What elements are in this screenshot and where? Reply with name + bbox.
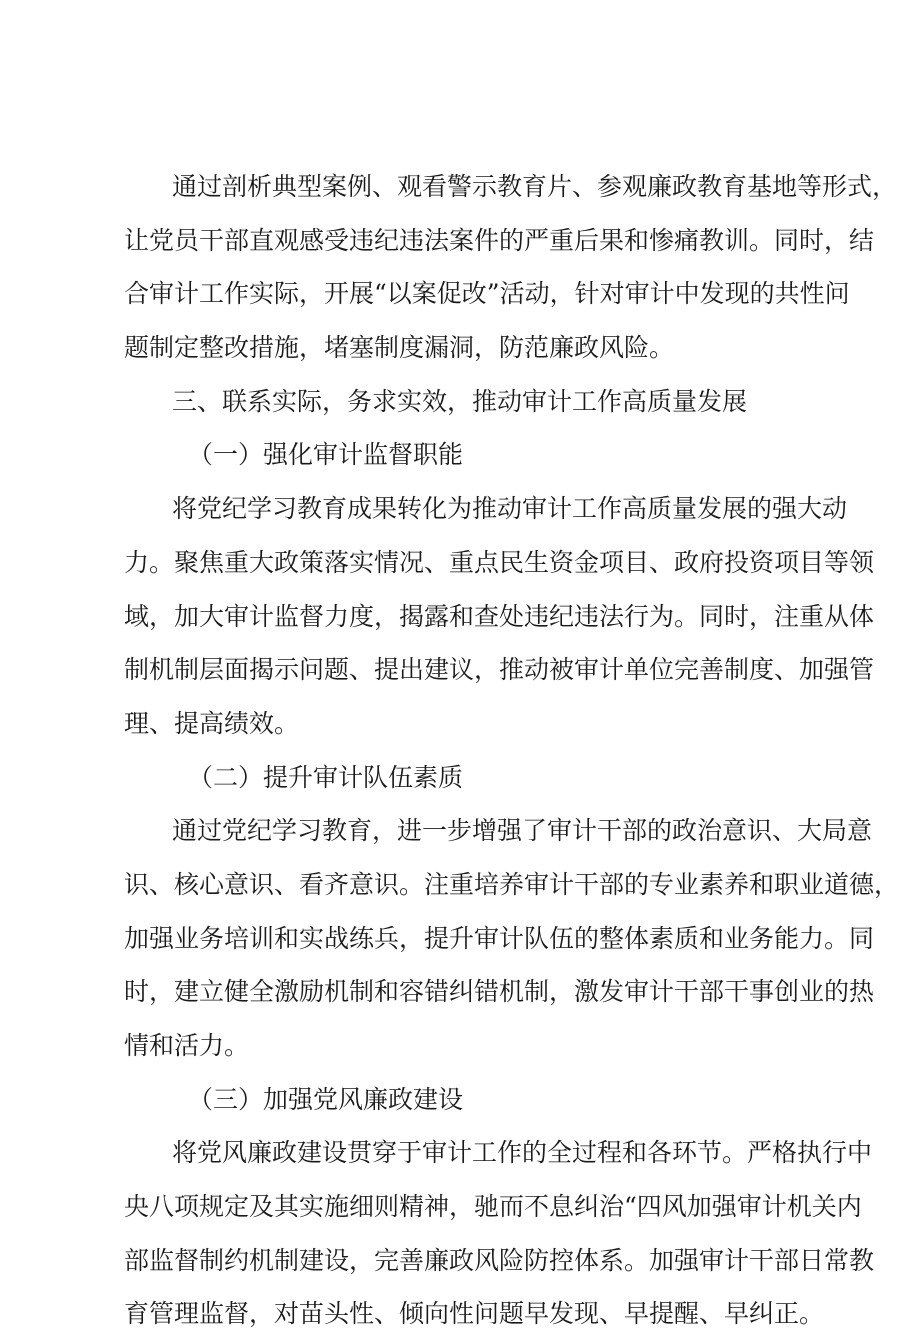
text-line: 将党纪学习教育成果转化为推动审计工作高质量发展的强大动 [172, 494, 848, 524]
text-line: 识、核心意识、看齐意识。注重培养审计干部的专业素养和职业道德， [124, 869, 900, 899]
subsection-heading-1: （一）强化审计监督职能 [188, 440, 464, 470]
subsection-heading-2: （二）提升审计队伍素质 [188, 762, 464, 792]
paragraph-case-education [124, 160, 898, 375]
text-line: 通过党纪学习教育，进一步增强了审计干部的政治意识、大局意 [172, 816, 873, 846]
text-line: 域，加大审计监督力度，揭露和查处违纪违法行为。同时，注重从体 [124, 601, 875, 631]
text-line: 通过剖析典型案例、观看警示教育片、参观廉政教育基地等形式， [172, 172, 898, 201]
section-heading-3: 三、联系实际，务求实效，推动审计工作高质量发展 [172, 386, 748, 416]
text-line: 让党员干部直观感受违纪违法案件的严重后果和惨痛教训。同时，结 [124, 225, 875, 255]
text-line: 央八项规定及其实施细则精神，驰而不息纠治“四风加强审计机关内 [124, 1192, 862, 1222]
paragraph-audit-supervision [124, 482, 875, 750]
subsection-heading-3: （三）加强党风廉政建设 [188, 1084, 464, 1114]
text-line: 制机制层面揭示问题、提出建议，推动被审计单位完善制度、加强管 [124, 655, 875, 685]
text-line: 情和活力。 [124, 1031, 250, 1060]
text-line: 合审计工作实际，开展“以案促改”活动，针对审计中发现的共性问 [124, 279, 850, 309]
paragraph-team-quality [124, 804, 900, 1072]
text-line: 力。聚焦重大政策落实情况、重点民生资金项目、政府投资项目等领 [124, 547, 875, 577]
text-line: 加强业务培训和实战练兵，提升审计队伍的整体素质和业务能力。同 [124, 923, 875, 953]
paragraph-party-conduct [124, 1126, 875, 1341]
document-page [124, 160, 900, 1341]
text-line: 时，建立健全激励机制和容错纠错机制，激发审计干部干事创业的热 [124, 977, 875, 1007]
text-line: 将党风廉政建设贯穿于审计工作的全过程和各环节。严格执行中 [172, 1138, 873, 1168]
text-line: 理、提高绩效。 [124, 708, 300, 738]
text-line: 育管理监督，对苗头性、倾向性问题早发现、早提醒、早纠正。 [124, 1299, 825, 1329]
text-line: 题制定整改措施，堵塞制度漏洞，防范廉政风险。 [124, 333, 675, 363]
text-line: 部监督制约机制建设，完善廉政风险防控体系。加强审计干部日常教 [124, 1245, 875, 1275]
